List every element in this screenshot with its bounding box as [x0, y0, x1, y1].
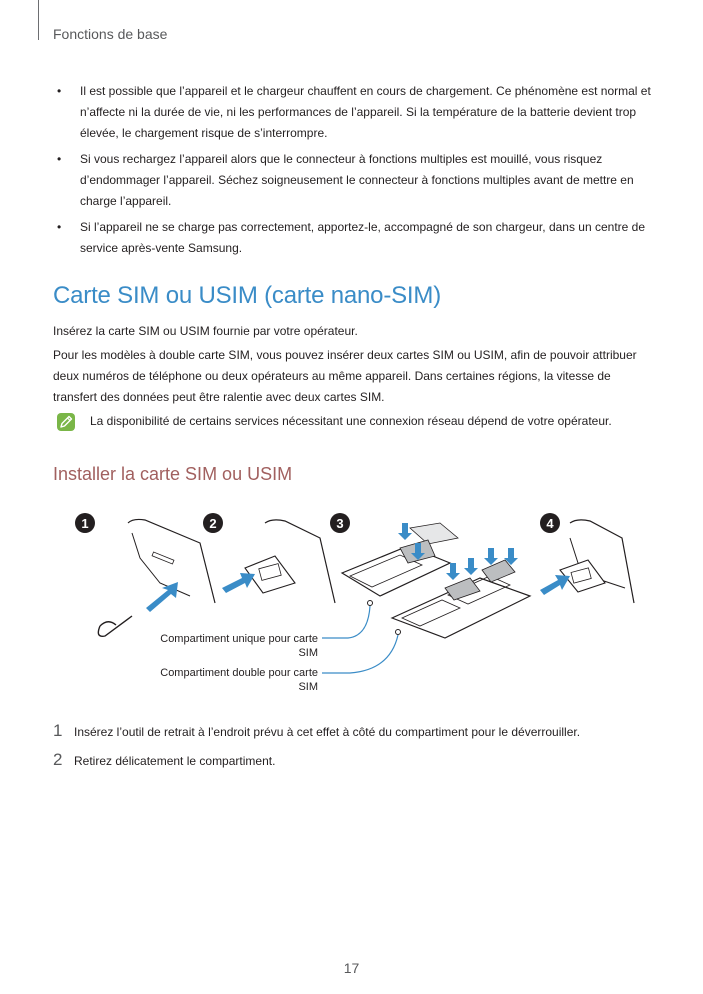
bullet-item: [53, 217, 653, 259]
section-body: Pour les modèles à double carte SIM, vous pouvez insérer deux cartes SIM ou USIM, afin de pouvoir attribuer deux numéros de téléphone ou deux opérateurs au même appareil. Dans certaines régions, la vitesse de transfert des données peut être ralentie avec deux cartes SIM.: [53, 348, 637, 404]
caption-single-tray: Compartiment unique pour carte SIM: [160, 633, 318, 659]
arrow-reinsert-icon: [540, 575, 570, 595]
svg-text:1: 1: [81, 516, 89, 531]
svg-text:4: 4: [546, 516, 554, 531]
step-number: 2: [53, 750, 63, 769]
header-title: Fonctions de base: [53, 26, 168, 42]
ejection-pin-icon: [98, 616, 132, 636]
page-number: 17: [343, 960, 360, 976]
step-4-panel: [540, 513, 634, 603]
step-3-panel: [322, 513, 530, 673]
pencil-note-icon: [56, 412, 76, 437]
subsection-title: Installer la carte SIM ou USIM: [53, 464, 293, 484]
note: [53, 412, 653, 434]
bullet-text: Il est possible que l’appareil et le chargeur chauffent en cours de chargement. Ce phénomène est normal et n’affecte ni la durée de vie, ni les performances de l’appareil. Si la température de la batterie devient trop élevée, le chargement risque de s’interrompre.: [80, 84, 651, 140]
header-divider: [38, 0, 39, 40]
bullet-dot-icon: •: [57, 84, 62, 98]
sim-tray-illustration: [50, 508, 650, 703]
step-2-panel: [203, 513, 335, 603]
bullet-text: Si l’appareil ne se charge pas correctement, apportez-le, accompagné de son chargeur, dans un centre de service après-vente Samsung.: [80, 220, 646, 255]
bullet-list: [53, 81, 653, 264]
bullet-item: [53, 81, 653, 144]
step-1-panel: [75, 513, 215, 636]
section-intro: Insérez la carte SIM ou USIM fournie par votre opérateur.: [53, 324, 358, 338]
bullet-dot-icon: •: [57, 152, 62, 166]
section-title: Carte SIM ou USIM (carte nano-SIM): [53, 282, 441, 309]
bullet-item: [53, 149, 653, 212]
step-number: 1: [53, 721, 63, 740]
bullet-text: Si vous rechargez l’appareil alors que le connecteur à fonctions multiples est mouillé, vous risquez d’endommager l’appareil. Séchez soigneusement le connecteur à fonctions multiples avant de mettre en charge l’appareil.: [80, 152, 634, 208]
svg-text:3: 3: [336, 516, 344, 531]
bullet-dot-icon: •: [57, 220, 62, 234]
step-item: [53, 750, 653, 774]
leader-line-double: [322, 635, 398, 673]
leader-line-single: [322, 606, 370, 638]
arrow-insert-icon: [146, 582, 178, 612]
step-text: Insérez l’outil de retrait à l’endroit prévu à cet effet à côté du compartiment pour le déverrouiller.: [74, 725, 581, 739]
svg-text:2: 2: [209, 516, 217, 531]
arrow-remove-icon: [222, 573, 255, 593]
step-text: Retirez délicatement le compartiment.: [74, 754, 276, 768]
step-item: [53, 721, 653, 745]
caption-double-tray: Compartiment double pour carte SIM: [160, 667, 318, 693]
note-text: La disponibilité de certains services nécessitant une connexion réseau dépend de votre opérateur.: [90, 414, 612, 428]
